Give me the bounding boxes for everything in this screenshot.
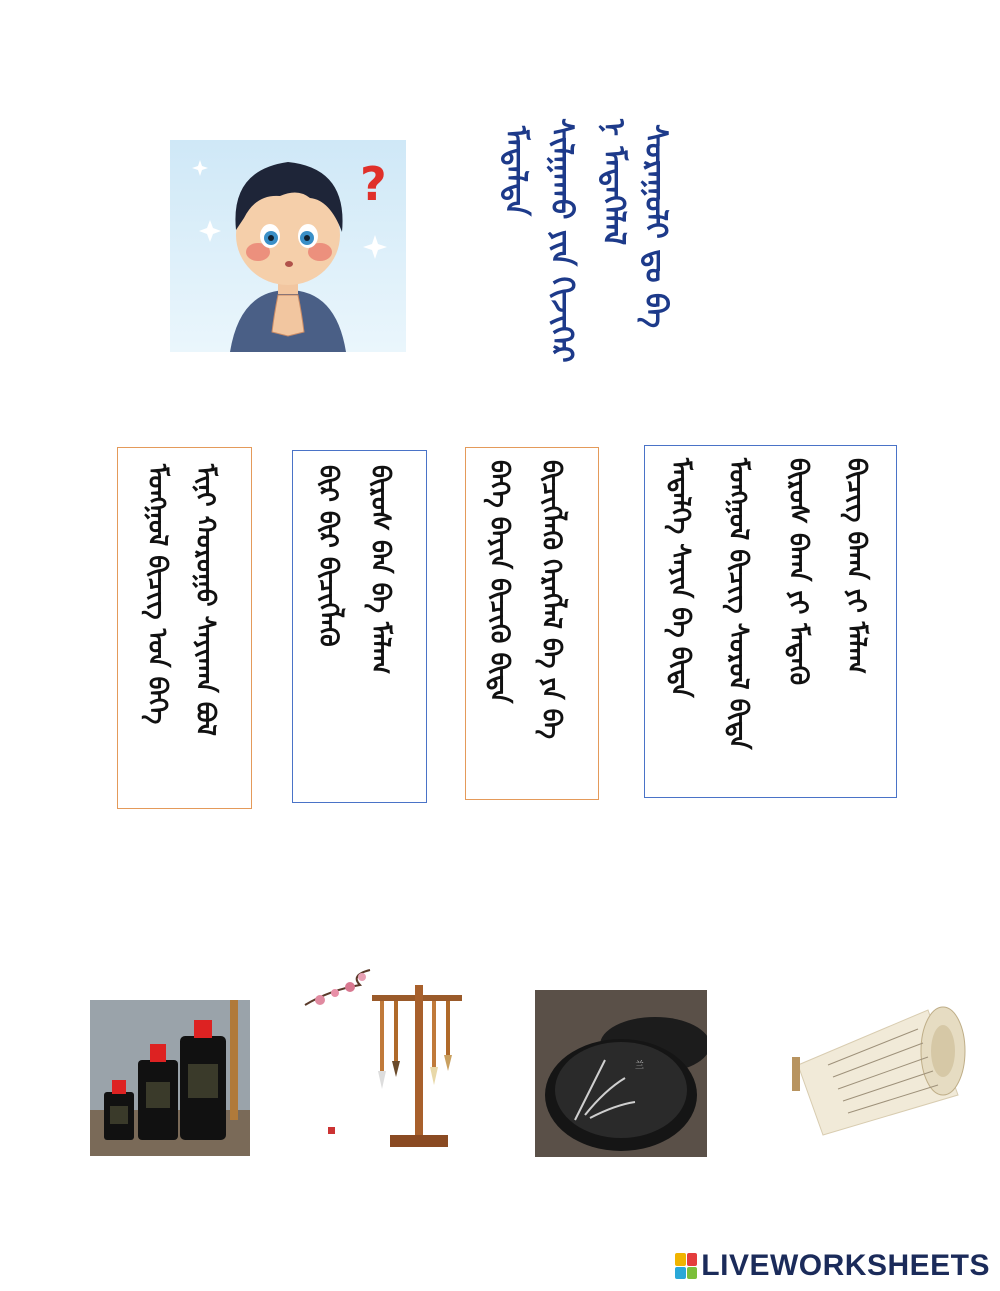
card-1[interactable] (117, 447, 252, 809)
card-1-line-1: ᠮᠣᠩᠭᠣᠯ ᠪᠢᠴᠢᠭ ᠤᠨ ᠪᠡᠬᠡ (142, 464, 172, 725)
title-line-1: ᠮᠡᠳᠡᠯᠲᠡ (498, 126, 533, 216)
card-3-line-2: ᠪᠢᠴᠢᠭᠯᠡᠬᠦ ᠬᠡᠷᠡᠭᠯᠡᠯ ᠪᠠ ᠶᠠ ᠪᠠ (536, 460, 566, 740)
title-block (490, 118, 700, 363)
card-2-line-1: ᠪᠢᠷ ᠪᠢᠷ ᠪᠢᠴᠢᠭᠯᠡᠬᠦ (313, 465, 343, 647)
title-line-4: ᠰᠤᠷᠠᠭᠤᠯᠢ ᠳᠤ ᠪᠠ (638, 124, 673, 329)
card-3-line-1: ᠪᠡᠬᠡ ᠪᠠᠶᠢᠨ ᠪᠢᠴᠢᠬᠦ ᠪᠢᠳᠡ (484, 460, 514, 704)
scroll-image[interactable] (778, 985, 968, 1140)
liveworksheets-logo (675, 1249, 990, 1283)
logo-mark-icon (675, 1253, 697, 1279)
card-4-line-3: ᠪᠢᠷᠤᠰ ᠪᠠᠬᠠ ᠶᠢ ᠮᠡᠳᠡᠬᠦ (783, 458, 813, 686)
card-4-line-4: ᠪᠢᠴᠢᠭ ᠪᠠᠬᠠ ᠶᠢ ᠮᠠᠯᠠᠭ (841, 458, 871, 674)
card-4-line-2: ᠮᠣᠩᠭᠣᠯ ᠪᠢᠴᠢᠭ ᠰᠤᠷᠤᠯ ᠪᠢᠳᠡ (723, 458, 753, 750)
brand-text: LIVEWORKSHEETS (701, 1249, 990, 1282)
brush-rack-image[interactable] (300, 965, 480, 1160)
ink-bottles-image[interactable] (90, 1000, 250, 1156)
boy-image (170, 140, 406, 352)
svg-text:?: ? (360, 157, 387, 211)
svg-text:兰: 兰 (635, 1061, 645, 1071)
card-1-line-2: ᠮᠢᠨᠢ ᠬᠤᠷᠤᠭᠤ ᠰᠠᠶᠢᠬᠠᠨ ᠪᠣᠯ (190, 464, 220, 736)
inkstone-image[interactable] (535, 990, 707, 1157)
card-2-line-2: ᠪᠢᠷᠤᠰ ᠪᠠᠨ ᠪᠠ ᠮᠠᠯᠠᠭ (365, 465, 395, 675)
card-3[interactable] (465, 447, 599, 800)
title-line-2: ᠰᠢᠯᠭᠠᠬᠤ ᠶᠢᠨ ᠬᠢᠵᠢᠭᠡᠷ (544, 118, 579, 363)
card-4[interactable] (644, 445, 897, 798)
card-2[interactable] (292, 450, 427, 803)
card-4-line-1: ᠮᠡᠳᠡᠯᠭᠡ ᠰᠠᠶᠢᠨ ᠪᠠ ᠪᠢᠳᠡ (665, 458, 695, 698)
title-line-3: ᠨ ᠮᠡᠳᠡᠭᠡᠯᠡᠯ (596, 118, 631, 246)
